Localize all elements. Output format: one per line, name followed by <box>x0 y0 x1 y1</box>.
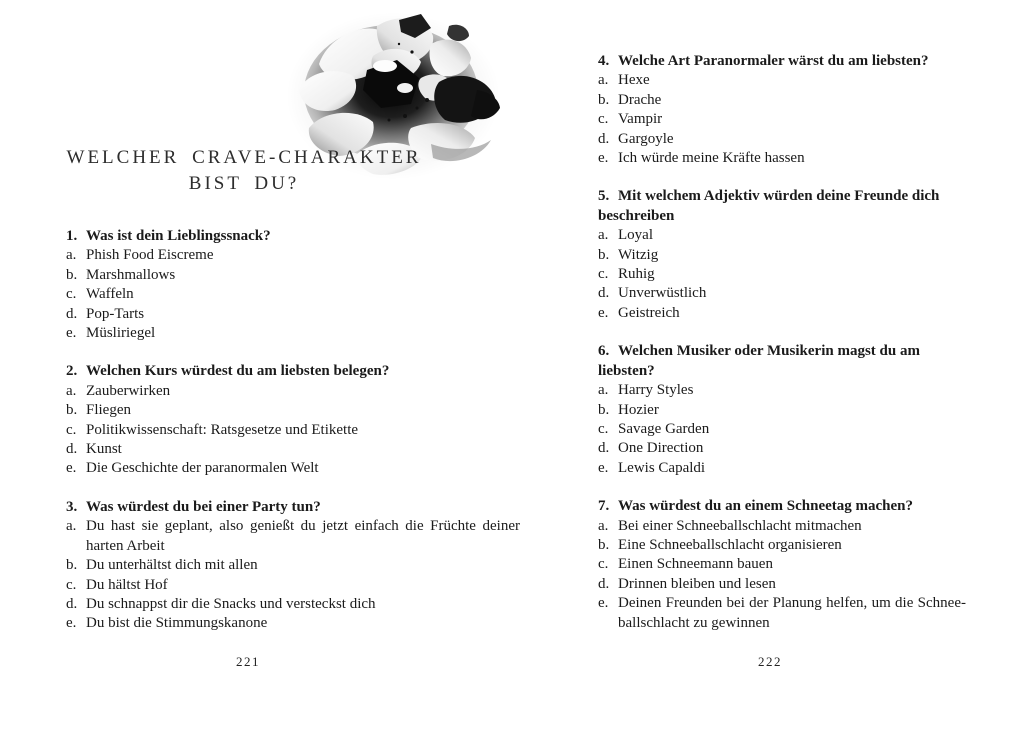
option-text: Hexe <box>618 72 650 89</box>
question-header <box>66 362 520 381</box>
option-text: Marshmallows <box>86 266 176 283</box>
question-header <box>66 498 520 517</box>
option-row <box>66 556 520 575</box>
question-list-right <box>598 52 966 633</box>
option-text: Du bist die Stimmungskanone <box>86 615 268 632</box>
quiz-question <box>598 342 966 478</box>
option-text: Einen Schneemann bauen <box>618 556 773 573</box>
option-label: d. <box>598 440 610 457</box>
option-label: d. <box>598 285 610 302</box>
question-header <box>66 227 520 246</box>
option-text: Kunst <box>86 441 122 458</box>
question-header <box>598 187 966 226</box>
quiz-question <box>66 362 520 478</box>
option-label: d. <box>66 595 78 612</box>
page-number-left: 221 <box>236 654 260 669</box>
option-label: a. <box>598 382 609 399</box>
option-label: c. <box>598 420 609 437</box>
option-text: Waffeln <box>86 286 134 303</box>
option-text: One Direction <box>618 440 704 457</box>
option-label: c. <box>66 286 77 303</box>
option-label: b. <box>598 536 610 553</box>
option-label: c. <box>598 556 609 573</box>
option-row <box>66 421 520 440</box>
question-text: Was würdest du an einem Schneetag machen? <box>618 498 914 515</box>
option-row <box>66 459 520 478</box>
question-text: Welchen Kurs würdest du am liebsten belegen? <box>86 363 390 380</box>
option-label: b. <box>66 402 78 419</box>
question-number: 7. <box>598 498 610 515</box>
option-row <box>598 284 966 303</box>
question-text: Welchen Musiker oder Musikerin magst du am liebsten? <box>598 343 920 379</box>
quiz-question <box>598 187 966 323</box>
option-text: Drache <box>618 91 662 108</box>
option-label: c. <box>598 111 609 128</box>
question-number: 3. <box>66 498 78 515</box>
option-row <box>66 324 520 343</box>
option-label: a. <box>66 382 77 399</box>
question-number: 4. <box>598 53 610 69</box>
option-row <box>598 149 966 168</box>
option-label: b. <box>598 91 610 108</box>
option-label: b. <box>598 401 610 418</box>
option-text: Gargoyle <box>618 130 674 147</box>
page-number-right: 222 <box>758 654 782 669</box>
option-label: d. <box>598 575 610 592</box>
option-row <box>598 246 966 265</box>
option-text: Bei einer Schneeballschlacht mitmachen <box>618 517 862 534</box>
question-number: 1. <box>66 228 78 244</box>
option-row <box>598 381 966 400</box>
option-label: c. <box>66 421 77 438</box>
option-label: d. <box>66 305 78 322</box>
option-text: Witzig <box>618 246 659 263</box>
option-row <box>598 265 966 284</box>
option-row <box>598 420 966 439</box>
option-text: Fliegen <box>86 402 131 419</box>
option-label: b. <box>598 246 610 263</box>
option-row <box>598 555 966 574</box>
option-label: b. <box>66 266 78 283</box>
option-row <box>66 614 520 633</box>
question-list-left <box>66 227 520 634</box>
option-label: b. <box>66 557 78 574</box>
option-text: Phish Food Eiscreme <box>86 247 214 264</box>
option-row <box>598 401 966 420</box>
option-row <box>66 401 520 420</box>
option-text: Savage Garden <box>618 420 710 437</box>
option-label: e. <box>598 459 609 476</box>
question-header <box>598 342 966 381</box>
option-row <box>598 575 966 594</box>
option-label: a. <box>598 72 609 89</box>
option-label: a. <box>66 247 77 264</box>
option-text: Die Geschichte der paranormalen Welt <box>86 460 319 477</box>
question-text: Welche Art Paranormaler wärst du am liebsten? <box>618 53 929 69</box>
option-row <box>66 266 520 285</box>
option-text: Du unterhältst dich mit allen <box>86 557 258 574</box>
option-label: e. <box>598 304 609 321</box>
option-row <box>66 305 520 324</box>
option-row <box>66 517 520 556</box>
option-label: d. <box>66 441 78 458</box>
option-text: Du schnappst dir die Snacks und versteckst dich <box>86 595 376 612</box>
page-title-line2: BIST DU? <box>188 173 300 194</box>
option-text: Du hast sie geplant, also genießt du jetzt einfach die Früchte deiner harten Arbeit <box>86 518 520 554</box>
question-number: 5. <box>598 188 610 205</box>
question-number: 2. <box>66 363 78 380</box>
option-text: Eine Schneeballschlacht organisieren <box>618 536 842 553</box>
option-text: Zauberwirken <box>86 382 171 399</box>
option-label: a. <box>66 518 77 535</box>
option-label: e. <box>598 150 609 167</box>
option-text: Vampir <box>618 111 663 128</box>
option-text: Ich würde meine Kräfte hassen <box>618 150 805 167</box>
question-text: Was würdest du bei einer Party tun? <box>86 498 321 515</box>
option-text: Pop-Tarts <box>86 305 145 322</box>
option-row <box>66 595 520 614</box>
question-header <box>598 52 966 71</box>
option-row <box>598 459 966 478</box>
option-label: c. <box>598 266 609 283</box>
question-header <box>598 497 966 516</box>
option-label: e. <box>598 595 609 612</box>
option-row <box>598 71 966 90</box>
option-row <box>66 285 520 304</box>
option-text: Du hältst Hof <box>86 576 168 593</box>
question-text: Was ist dein Lieblingssnack? <box>86 228 271 244</box>
page-title <box>66 145 422 197</box>
quiz-question <box>66 498 520 634</box>
quiz-question <box>598 52 966 168</box>
question-number: 6. <box>598 343 610 360</box>
option-row <box>598 594 966 633</box>
option-text: Lewis Capaldi <box>618 459 706 476</box>
quiz-question <box>598 497 966 633</box>
option-text: Müsliriegel <box>86 325 156 342</box>
option-label: e. <box>66 325 77 342</box>
option-text: Ruhig <box>618 266 655 283</box>
option-text: Politikwissenschaft: Ratsgesetze und Etikette <box>86 421 359 438</box>
option-row <box>598 130 966 149</box>
option-row <box>66 576 520 595</box>
option-row <box>66 382 520 401</box>
option-label: e. <box>66 460 77 477</box>
option-row <box>598 91 966 110</box>
option-text: Unverwüstlich <box>618 285 707 302</box>
option-row <box>598 226 966 245</box>
question-text: Mit welchem Adjektiv würden deine Freunde dich beschreiben <box>598 188 940 224</box>
option-text: Harry Styles <box>618 382 694 399</box>
option-label: a. <box>598 227 609 244</box>
option-text: Hozier <box>618 401 659 418</box>
option-row <box>66 246 520 265</box>
option-text: Drinnen bleiben und lesen <box>618 575 776 592</box>
option-text: Geistreich <box>618 304 680 321</box>
option-text: Deinen Freunden bei der Planung helfen, um die Schnee-ballschlacht zu gewinnen <box>618 595 966 631</box>
page-title-line1: WELCHER CRAVE-CHARAKTER <box>66 147 422 168</box>
option-row <box>598 439 966 458</box>
option-row <box>66 440 520 459</box>
option-label: d. <box>598 130 610 147</box>
option-row <box>598 517 966 536</box>
option-label: a. <box>598 517 609 534</box>
quiz-question <box>66 227 520 343</box>
option-row <box>598 304 966 323</box>
option-row <box>598 536 966 555</box>
option-label: e. <box>66 615 77 632</box>
option-label: c. <box>66 576 77 593</box>
option-row <box>598 110 966 129</box>
option-text: Loyal <box>618 227 653 244</box>
